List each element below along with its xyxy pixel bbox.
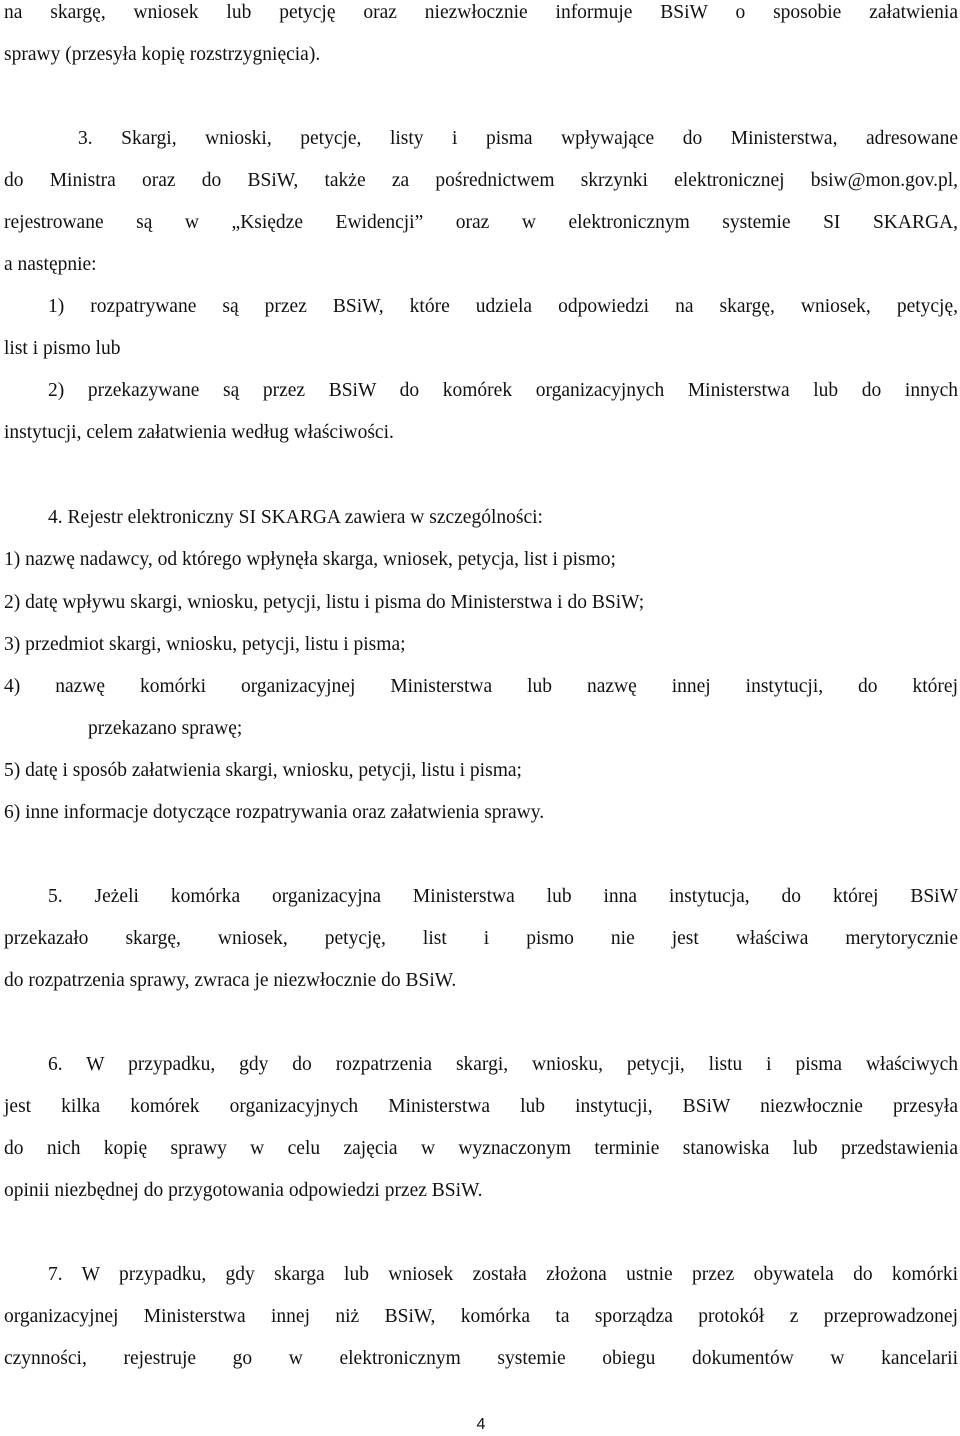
paragraph-3-item-1-line-2: list i pismo lub — [4, 338, 121, 359]
paragraph-5-line-1: 5. Jeżeli komórka organizacyjna Ministerstwa lub inna instytucja, do której BSiW — [48, 886, 958, 907]
paragraph-5-line-2: przekazało skargę, wniosek, petycję, list i pismo nie jest właściwa merytorycznie — [4, 928, 958, 949]
paragraph-6-line-3: do nich kopię sprawy w celu zajęcia w wyznaczonym terminie stanowiska lub przedstawienia — [4, 1138, 958, 1159]
paragraph-3-line-1: 3. Skargi, wnioski, petycje, listy i pisma wpływające do Ministerstwa, adresowane — [78, 128, 958, 149]
paragraph-6-line-1: 6. W przypadku, gdy do rozpatrzenia skargi, wniosku, petycji, listu i pisma właściwych — [48, 1054, 958, 1075]
paragraph-4-item-1: 1) nazwę nadawcy, od którego wpłynęła skarga, wniosek, petycja, list i pismo; — [4, 549, 616, 570]
paragraph-4-item-6: 6) inne informacje dotyczące rozpatrywania oraz załatwienia sprawy. — [4, 802, 545, 823]
paragraph-4-item-3: 3) przedmiot skargi, wniosku, petycji, listu i pisma; — [4, 634, 406, 655]
paragraph-4-item-4-line-1: 4) nazwę komórki organizacyjnej Ministerstwa lub nazwę innej instytucji, do której — [4, 676, 958, 697]
paragraph-5-line-3: do rozpatrzenia sprawy, zwraca je niezwłocznie do BSiW. — [4, 970, 457, 991]
paragraph-6-line-4: opinii niezbędnej do przygotowania odpowiedzi przez BSiW. — [4, 1180, 483, 1201]
paragraph-2-line-1: na skargę, wniosek lub petycję oraz niezwłocznie informuje BSiW o sposobie załatwienia — [4, 2, 958, 23]
paragraph-7-line-3: czynności, rejestruje go w elektronicznym systemie obiegu dokumentów w kancelarii — [4, 1348, 958, 1369]
paragraph-3-line-2: do Ministra oraz do BSiW, także za pośrednictwem skrzynki elektronicznej bsiw@mon.gov.pl, — [4, 170, 958, 191]
paragraph-4-item-2: 2) datę wpływu skargi, wniosku, petycji, listu i pisma do Ministerstwa i do BSiW; — [4, 592, 645, 613]
paragraph-3-item-1-line-1: 1) rozpatrywane są przez BSiW, które udziela odpowiedzi na skargę, wniosek, petycję, — [48, 296, 958, 317]
paragraph-4-item-5: 5) datę i sposób załatwienia skargi, wniosku, petycji, listu i pisma; — [4, 760, 522, 781]
paragraph-7-line-1: 7. W przypadku, gdy skarga lub wniosek została złożona ustnie przez obywatela do komórki — [48, 1264, 958, 1285]
page-number: 4 — [476, 1416, 486, 1433]
document-page — [4, 0, 958, 1436]
paragraph-4-intro: 4. Rejestr elektroniczny SI SKARGA zawiera w szczególności: — [48, 507, 543, 528]
paragraph-3-item-2-line-2: instytucji, celem załatwienia według właściwości. — [4, 422, 394, 443]
paragraph-3-line-4: a następnie: — [4, 254, 97, 275]
paragraph-7-line-2: organizacyjnej Ministerstwa innej niż BSiW, komórka ta sporządza protokół z przeprowadzonej — [4, 1306, 958, 1327]
paragraph-2-line-2: sprawy (przesyła kopię rozstrzygnięcia). — [4, 44, 321, 65]
paragraph-3-line-3: rejestrowane są w „Księdze Ewidencji” oraz w elektronicznym systemie SI SKARGA, — [4, 212, 958, 233]
paragraph-4-item-4-line-2: przekazano sprawę; — [88, 718, 243, 739]
paragraph-6-line-2: jest kilka komórek organizacyjnych Ministerstwa lub instytucji, BSiW niezwłocznie przesyła — [4, 1096, 958, 1117]
paragraph-3-item-2-line-1: 2) przekazywane są przez BSiW do komórek organizacyjnych Ministerstwa lub do innych — [48, 380, 958, 401]
